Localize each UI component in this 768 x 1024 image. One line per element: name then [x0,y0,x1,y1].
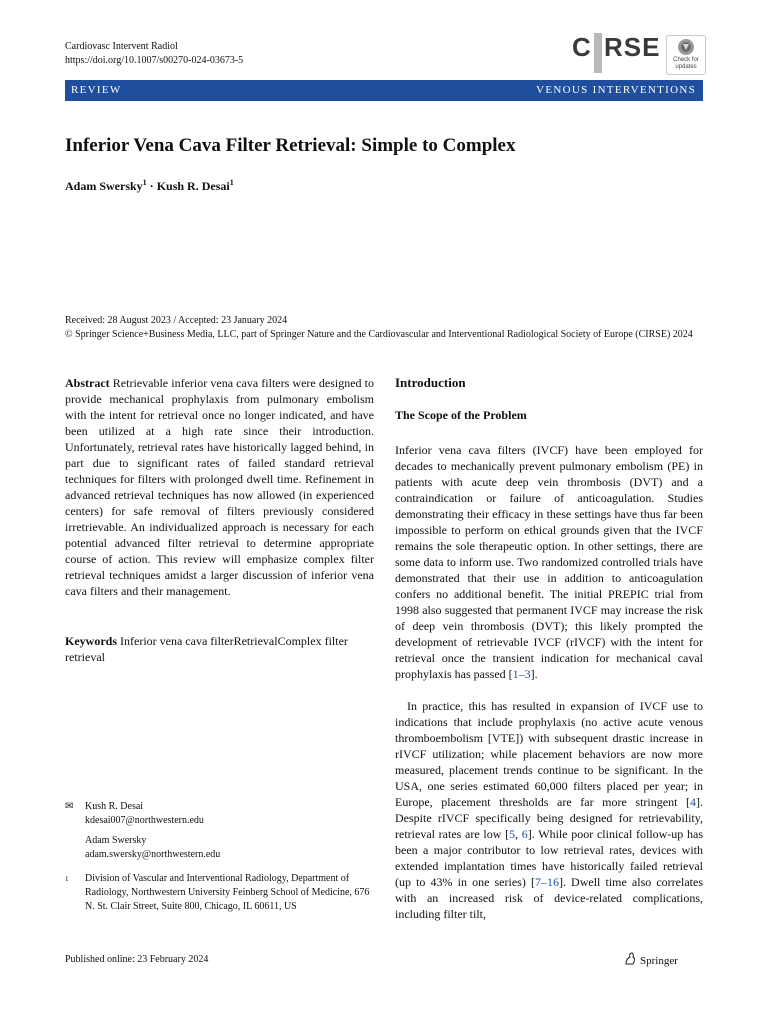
paragraph-text: In practice, this has resulted in expansion of IVCF use to indications that include prophylaxis (no active acute venous thromboembolism [VTE]) with subsequent drastic increase in rIVCF utilization; while placement behaviors are now more measured, placement trends continue to be significant. In the USA, one series estimated 60,000 filters placed per year; in Europe, placement thresholds are far more stringent [ [395,699,703,809]
author-list [65,178,234,194]
check-updates-icon [677,38,695,56]
banner-section: VENOUS INTERVENTIONS [536,84,696,96]
affiliation [65,872,374,914]
keywords-label: Keywords [65,634,117,648]
correspondence-block [65,800,374,862]
article-title: Inferior Vena Cava Filter Retrieval: Simple to Complex [65,135,516,156]
paragraph-text: , [515,827,522,841]
paragraph-text: Inferior vena cava filters (IVCF) have been employed for decades to mechanically prevent pulmonary embolism (PE) in patients with acute deep vein thrombosis (DVT) and a contraindication or failure of anticoagulation. Studies demonstrating their efficacy in these settings have thus far been impossible to perform on ethical grounds given that the IVCF remains the sole therapeutic option. In other settings, there are some data to inform use. Two randomized controlled trials have demonstrated that their use in addition to anticoagulation confers no additional benefit. The initial PREPIC trial from 1998 also suggested that permanent IVCF may increase the risk of deep vein thrombosis (DVT); this likely prompted the development of retrievable IVCF (rIVCF) with the intent for retrieval once the transient indication for mechanical caval prophylaxis has passed [ [395,443,703,681]
corresponding-author-email[interactable]: kdesai007@northwestern.edu [85,815,204,826]
intro-paragraph-2 [395,698,703,922]
paragraph-text: ]. Despite rIVCF specifically being designed for retrievability, retrieval rates are low [ [395,795,703,841]
coauthor-name: Adam Swersky [85,835,147,846]
author-name[interactable]: Kush R. Desai [156,179,230,193]
article-dates [65,314,705,342]
published-online: Published online: 23 February 2024 [65,954,209,965]
doi-link[interactable]: https://doi.org/10.1007/s00270-024-03673-5 [65,55,244,66]
corresponding-author-name: Kush R. Desai [85,801,144,812]
article-type-banner [65,80,703,101]
cirse-logo-rse: RSE [604,32,661,62]
keywords-text: Inferior vena cava filterRetrievalComplex filter retrieval [65,634,348,664]
citation-link[interactable]: 6 [521,827,528,841]
publisher-name: Springer [640,955,678,967]
coauthor-email[interactable]: adam.swersky@northwestern.edu [85,849,221,860]
copyright-notice: © Springer Science+Business Media, LLC, part of Springer Nature and the Cardiovascular and Interventional Radiological Society of Europe (CIRSE) 2024 [65,329,693,340]
paragraph-text: ]. While poor clinical follow-up has been a major contributor to low retrieval rates, devices with extended implantation times have historically failed retrieval (up to 43% in one series) [ [395,827,704,889]
publisher-logo [623,952,678,967]
citation-link[interactable]: 1–3 [512,667,531,681]
citation-link[interactable]: 7–16 [534,875,559,889]
paragraph-text: ]. Dwell time also correlates with an increased risk of device-related complications, including filter tilt, [395,875,703,921]
check-for-updates-badge[interactable] [666,35,706,75]
author-separator: · [146,179,157,193]
paragraph-text: ]. [530,667,538,681]
affiliation-text: Division of Vascular and Interventional Radiology, Department of Radiology, Northwestern University Feinberg School of Medicine, 676 N. St. Clair Street, Suite 800, Chicago, IL 60611, US [85,873,370,912]
author-affiliation-marker: 1 [142,178,147,187]
affiliation-number: 1 [65,875,69,883]
citation-link[interactable]: 4 [690,795,696,809]
cirse-logo-bar [594,33,602,73]
envelope-icon: ✉ [65,801,74,812]
citation-link[interactable]: 5 [509,827,516,841]
check-updates-line1: Check for [673,57,699,63]
abstract-text: Retrievable inferior vena cava filters were designed to provide mechanical prophylaxis from pulmonary embolism with the intent for retrieval once no longer indicated, and have been utilized at a high rate since their introduction. Unfortunately, retrieval rates have historically lagged behind, in part due to significant rates of failed standard retrieval techniques for filters with prolonged dwell time. Refinement in advanced retrieval techniques has now allowed (in experienced centers) for safe removal of filters previously considered irretrievable. An individualized approach is necessary for each potential advanced filter retrieval to determine appropriate course of action. This review will emphasize complex filter retrieval techniques amidst a larger discussion of inferior vena cava filters and their management. [65,376,374,598]
received-accepted: Received: 28 August 2023 / Accepted: 23 January 2024 [65,315,288,326]
banner-article-type: REVIEW [71,84,122,96]
logo-area [572,33,704,75]
keywords [65,633,374,665]
abstract-label: Abstract [65,376,110,390]
journal-name: Cardiovasc Intervent Radiol [65,41,178,52]
cirse-logo [572,32,661,75]
cirse-logo-c: C [572,32,592,62]
intro-paragraph-1 [395,442,703,682]
abstract [65,375,374,599]
journal-info [65,40,385,68]
author-name[interactable]: Adam Swersky [65,179,143,193]
subsection-heading: The Scope of the Problem [395,408,527,422]
author-affiliation-marker: 1 [229,178,234,187]
springer-horse-icon [623,952,637,966]
section-heading-introduction: Introduction [395,375,466,390]
check-updates-line2: updates [675,64,697,70]
